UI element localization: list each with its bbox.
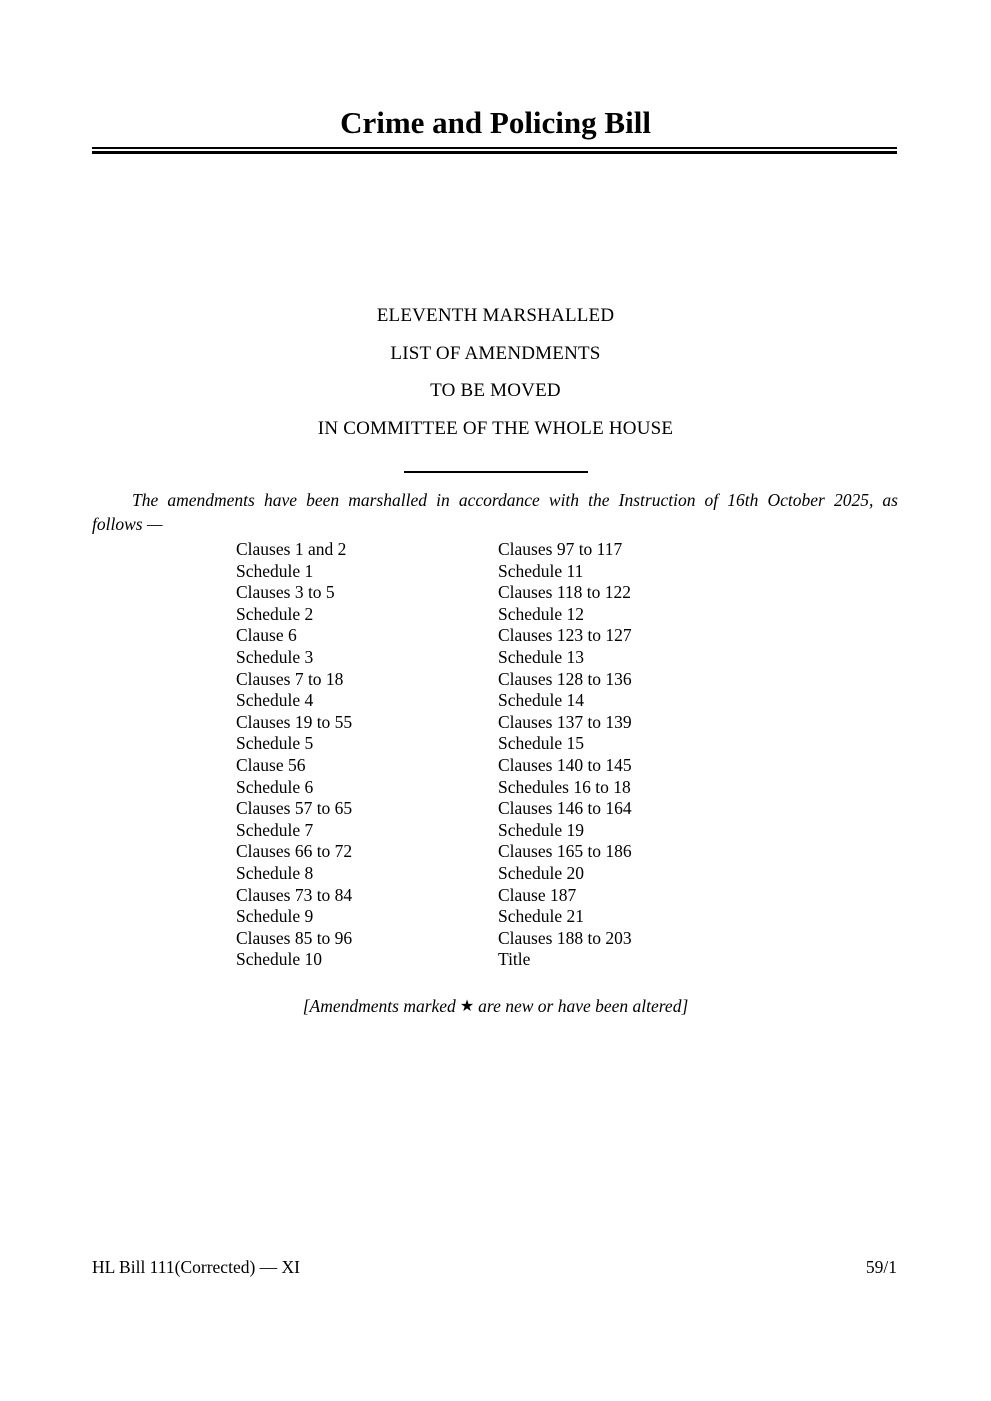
list-item: Schedules 16 to 18 (498, 776, 631, 797)
heading-marshalled: ELEVENTH MARSHALLED (376, 305, 615, 326)
list-item: Schedule 20 (498, 862, 585, 883)
footer-bill-reference: HL Bill 111(Corrected) — XI (92, 1257, 301, 1277)
section-separator-rule (404, 471, 588, 473)
list-item: Clause 187 (498, 884, 577, 905)
list-item: Schedule 4 (236, 690, 314, 711)
heading-committee: IN COMMITTEE OF THE WHOLE HOUSE (317, 417, 674, 439)
star-icon: ★ (459, 998, 475, 1015)
marshalling-column-left (236, 539, 498, 971)
list-item: Schedule 15 (498, 733, 585, 754)
intro-paragraph (92, 489, 898, 536)
list-item: Clauses 137 to 139 (498, 711, 632, 732)
list-item: Schedule 19 (498, 819, 585, 840)
list-item: Schedule 10 (236, 949, 323, 970)
list-item: Schedule 14 (498, 690, 585, 711)
list-item: Clauses 140 to 145 (498, 754, 632, 775)
list-item: Clause 6 (236, 625, 297, 646)
note-prefix: [Amendments marked (302, 996, 456, 1016)
list-item: Clauses 165 to 186 (498, 841, 632, 862)
list-item: Schedule 5 (236, 733, 314, 754)
footer-page-number: 59/1 (865, 1257, 897, 1277)
list-item: Schedule 21 (498, 906, 585, 927)
list-item: Clauses 118 to 122 (498, 582, 632, 603)
list-item: Clauses 128 to 136 (498, 668, 632, 689)
list-item: Schedule 12 (498, 603, 585, 624)
list-item: Clauses 19 to 55 (236, 711, 353, 732)
rule-thick-line (92, 151, 897, 154)
intro-line-2: follows — (92, 513, 163, 534)
document-headings (0, 297, 991, 447)
list-item: Schedule 3 (236, 646, 314, 667)
list-item: Clauses 3 to 5 (236, 582, 335, 603)
list-item: Schedule 6 (236, 776, 314, 797)
list-item: Clauses 1 and 2 (236, 539, 347, 559)
page-title: Crime and Policing Bill (340, 105, 651, 140)
list-item: Clauses 123 to 127 (498, 625, 632, 646)
list-item: Clauses 97 to 117 (498, 539, 623, 559)
list-item: Schedule 7 (236, 819, 314, 840)
intro-line-1: The amendments have been marshalled in accordance with the Instruction of 16th October 2025, as (132, 490, 898, 510)
list-item: Schedule 1 (236, 560, 314, 581)
list-item: Clauses 7 to 18 (236, 668, 344, 689)
title-double-rule (92, 147, 897, 154)
list-item: Clauses 66 to 72 (236, 841, 353, 862)
heading-list: LIST OF AMENDMENTS (390, 342, 601, 364)
list-item: Schedule 11 (498, 560, 584, 581)
list-item: Clauses 146 to 164 (498, 798, 632, 819)
list-item: Clauses 73 to 84 (236, 884, 353, 905)
list-item: Schedule 8 (236, 862, 314, 883)
note-suffix: are new or have been altered] (478, 996, 689, 1016)
list-item: Clauses 57 to 65 (236, 798, 353, 819)
marshalling-column-right (498, 539, 632, 971)
list-item: Clauses 85 to 96 (236, 927, 353, 948)
amendments-note (0, 995, 991, 1019)
list-item: Title (498, 949, 531, 970)
list-item: Clause 56 (236, 754, 306, 775)
marshalling-order-list (236, 539, 632, 971)
heading-to-be-moved: TO BE MOVED (430, 380, 561, 401)
list-item: Schedule 13 (498, 646, 585, 667)
list-item: Schedule 9 (236, 906, 314, 927)
list-item: Clauses 188 to 203 (498, 927, 632, 948)
list-item: Schedule 2 (236, 603, 314, 624)
